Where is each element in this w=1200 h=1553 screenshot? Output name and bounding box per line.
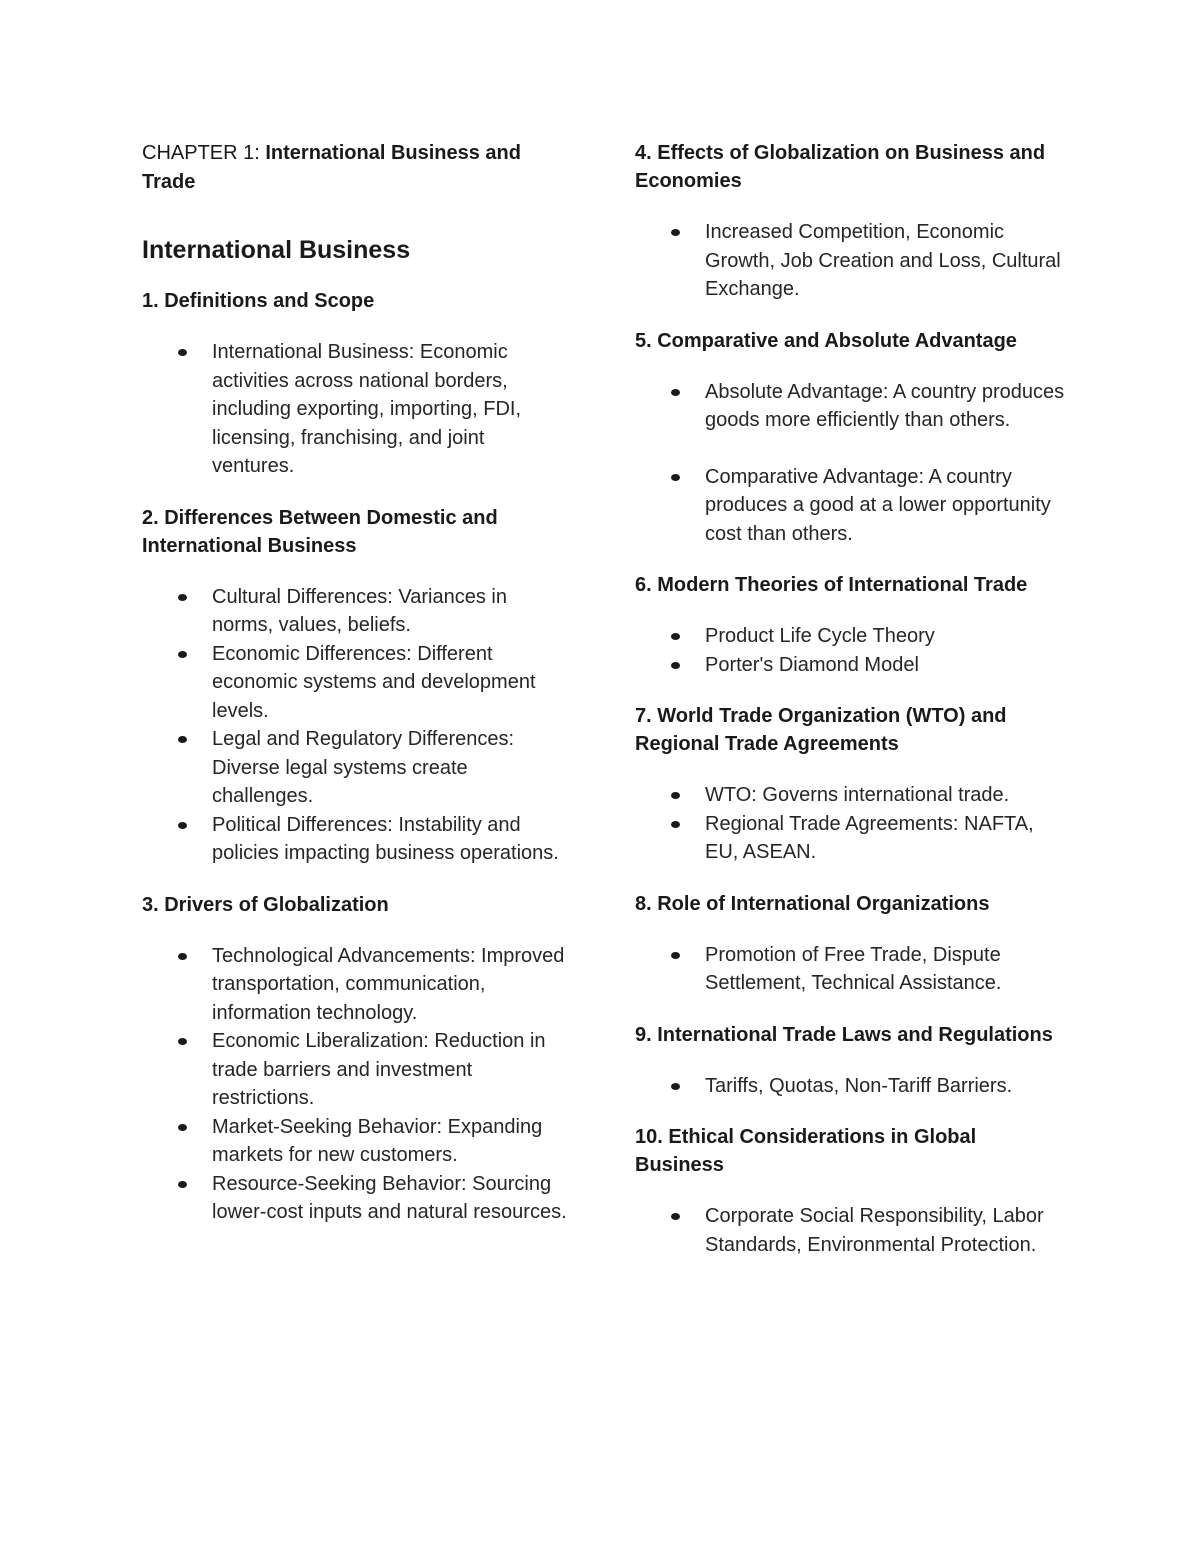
list-item (212, 1170, 567, 1227)
section-heading-6: 6. Modern Theories of International Trade (635, 574, 1028, 596)
section-heading-8: 8. Role of International Organizations (635, 892, 990, 915)
list-item (212, 725, 567, 811)
bullet-icon (178, 736, 187, 743)
list-item (212, 811, 567, 868)
list-item (705, 1202, 1067, 1259)
bullet-icon (178, 1181, 187, 1188)
bullet-icon (178, 1124, 187, 1131)
list-item-text: Increased Competition, Economic Growth, Job Creation and Loss, Cultural Exchange. (705, 221, 1061, 300)
bullet-icon (671, 952, 680, 959)
bullet-icon (178, 651, 187, 658)
list-item-text: WTO: Governs international trade. (705, 784, 1010, 806)
section-heading-2: 2. Differences Between Domestic and International Business (142, 506, 498, 557)
bullet-icon (178, 349, 187, 356)
bullet-icon (671, 474, 680, 481)
section-5-list (635, 378, 1067, 549)
bullet-icon (671, 821, 680, 828)
section-heading-3: 3. Drivers of Globalization (142, 893, 389, 916)
list-item (705, 1072, 1067, 1101)
main-heading: International Business (142, 236, 411, 264)
list-item (212, 1027, 567, 1113)
section-heading-5: 5. Comparative and Absolute Advantage (635, 329, 1017, 352)
list-item (705, 651, 1067, 680)
section-4-list (635, 218, 1067, 304)
list-item (212, 583, 567, 640)
section-3-list (142, 942, 567, 1227)
list-item-text: Absolute Advantage: A country produces goods more efficiently than others. (705, 380, 1065, 431)
list-item (705, 378, 1067, 435)
list-item-text: Economic Differences: Different economic systems and development levels. (212, 642, 536, 722)
section-2-list (142, 583, 567, 868)
list-item-text: Tariffs, Quotas, Non-Tariff Barriers. (705, 1074, 1013, 1097)
list-item (705, 781, 1067, 810)
section-10-list (635, 1202, 1067, 1259)
list-item-text: Regional Trade Agreements: NAFTA, EU, ASEAN. (705, 812, 1034, 863)
bullet-icon (671, 633, 680, 640)
list-item (705, 810, 1067, 867)
list-item-text: Resource-Seeking Behavior: Sourcing lower-cost inputs and natural resources. (212, 1172, 567, 1223)
list-item-text: Technological Advancements: Improved transportation, communication, information technology. (212, 944, 565, 1024)
bullet-icon (178, 953, 187, 960)
section-heading-10: 10. Ethical Considerations in Global Business (635, 1126, 977, 1176)
bullet-icon (671, 662, 680, 669)
chapter-title (142, 139, 567, 197)
list-item (705, 622, 1067, 651)
list-item (212, 640, 567, 726)
section-heading-7: 7. World Trade Organization (WTO) and Regional Trade Agreements (635, 705, 1007, 755)
bullet-icon (671, 229, 680, 236)
section-9-list (635, 1072, 1067, 1101)
section-heading-4: 4. Effects of Globalization on Business and Economies (635, 142, 1046, 192)
bullet-icon (671, 1213, 680, 1220)
list-item-text: Porter's Diamond Model (705, 653, 919, 676)
section-7-list (635, 781, 1067, 867)
bullet-icon (178, 1038, 187, 1045)
list-item-text: International Business: Economic activities across national borders, including exporting, importing, FDI, licensing, franchising, and joint ventures. (212, 341, 522, 477)
section-8-list (635, 941, 1067, 998)
list-item-text: Political Differences: Instability and policies impacting business operations. (212, 813, 559, 864)
bullet-icon (671, 1083, 680, 1090)
bullet-icon (178, 822, 187, 829)
left-column (142, 139, 567, 1250)
list-item-text: Product Life Cycle Theory (705, 625, 935, 647)
list-item (212, 942, 567, 1028)
list-item (705, 941, 1067, 998)
list-item-text: Cultural Differences: Variances in norms, values, beliefs. (212, 585, 507, 636)
list-item-text: Promotion of Free Trade, Dispute Settlement, Technical Assistance. (705, 943, 1002, 994)
list-item (705, 218, 1067, 304)
list-item-text: Corporate Social Responsibility, Labor Standards, Environmental Protection. (705, 1205, 1044, 1256)
section-heading-9: 9. International Trade Laws and Regulations (635, 1023, 1053, 1046)
section-1-list (142, 338, 567, 481)
list-item-text: Legal and Regulatory Differences: Diverse legal systems create challenges. (212, 728, 515, 807)
bullet-icon (178, 594, 187, 601)
right-column (635, 139, 1067, 1282)
bullet-icon (671, 389, 680, 396)
chapter-title-text: International Business and Trade (142, 142, 521, 193)
list-item-text: Comparative Advantage: A country produces a good at a lower opportunity cost than others. (705, 465, 1051, 545)
list-item-text: Market-Seeking Behavior: Expanding markets for new customers. (212, 1115, 543, 1166)
section-6-list (635, 622, 1067, 679)
bullet-icon (671, 792, 680, 799)
list-item (212, 338, 567, 481)
list-item (705, 463, 1067, 549)
list-item-text: Economic Liberalization: Reduction in trade barriers and investment restrictions. (212, 1030, 546, 1109)
list-item (212, 1113, 567, 1170)
section-heading-1: 1. Definitions and Scope (142, 290, 375, 312)
chapter-label: CHAPTER 1: (142, 142, 260, 164)
